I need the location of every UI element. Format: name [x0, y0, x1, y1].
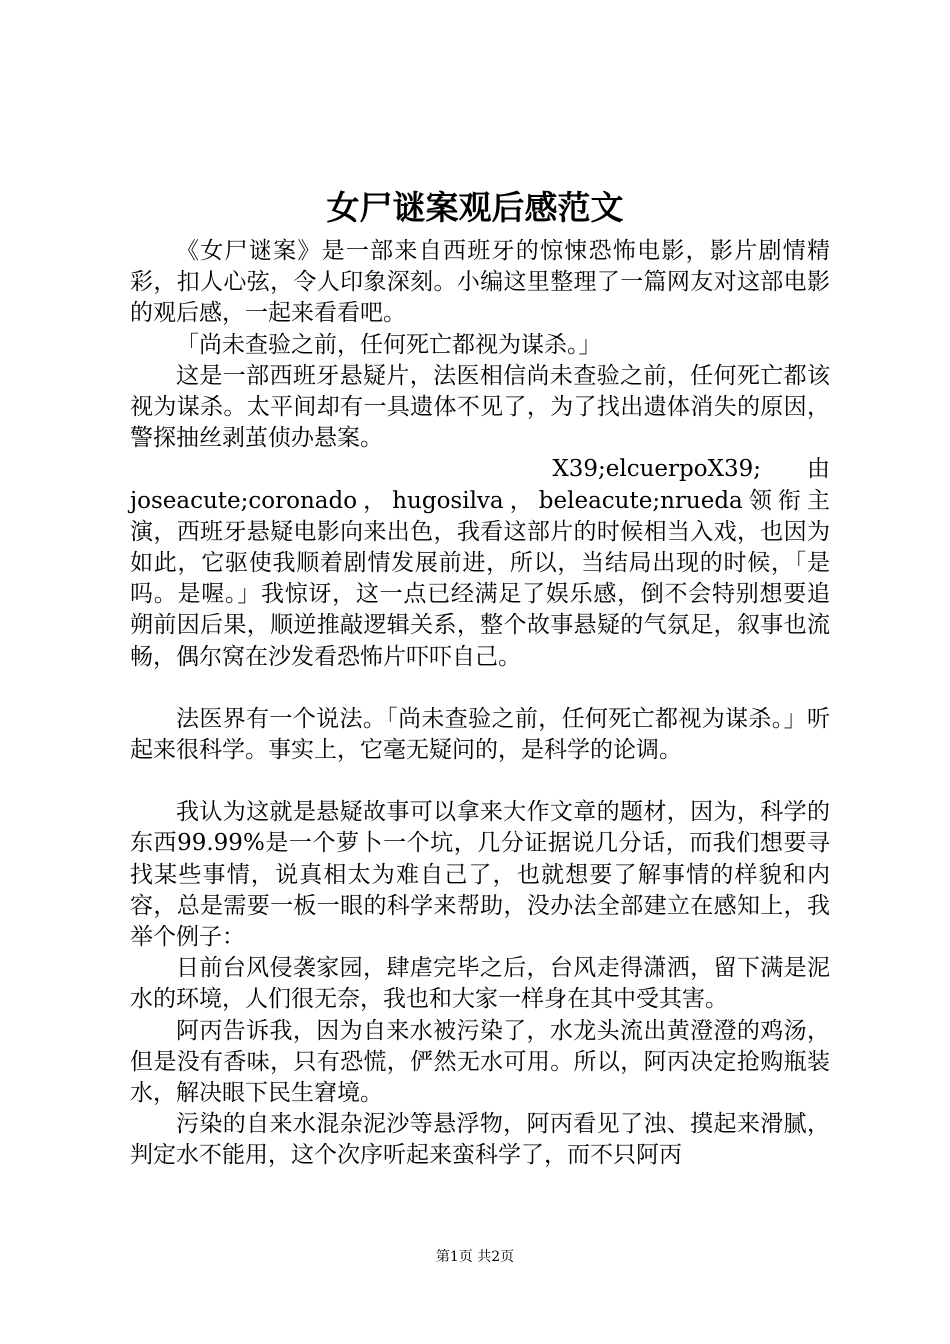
- paragraph-forensic: 法医界有一个说法。「尚未查验之前，任何死亡都视为谋杀。」听起来很科学。事实上，它毫无疑问的，是科学的论调。: [130, 705, 830, 764]
- paragraph-pollution: 污染的自来水混杂泥沙等悬浮物，阿丙看见了浊、摸起来滑腻，判定水不能用，这个次序听起来蛮科学了，而不只阿丙: [130, 1111, 830, 1169]
- paragraph-opinion: 我认为这就是悬疑故事可以拿来大作文章的题材，因为，科学的东西99.99%是一个萝卜一个坑，几分证据说几分话，而我们想要寻找某些事情，说真相太为难自己了，也就想要了解事情的样貌和内容，总是需要一板一眼的科学来帮助，没办法全部建立在感知上，我举个例子：: [130, 799, 830, 951]
- paragraph-typhoon: 日前台风侵袭家园，肆虐完毕之后，台风走得潇洒，留下满是泥水的环境，人们很无奈，我也和大家一样身在其中受其害。: [130, 955, 830, 1013]
- paragraph-synopsis: 这是一部西班牙悬疑片，法医相信尚未查验之前，任何死亡都该视为谋杀。太平间却有一具遗体不见了，为了找出遗体消失的原因，警探抽丝剥茧侦办悬案。: [130, 362, 830, 452]
- paragraph-gap: [130, 673, 830, 704]
- paragraph-gap: [130, 766, 830, 797]
- document-body: [130, 236, 830, 1172]
- paragraph-review: joseacute;coronado，hugosilva，beleacute;nrueda领衔主演，西班牙悬疑电影向来出色，我看这部片的时候相当入戏，也因为如此，它驱使我顺着剧情发展前进，所以，当结局出现的时候，「是吗。是喔。」我惊讶，这一点已经满足了娱乐感，倒不会特别想要追朔前因后果，顺逆推敲逻辑关系，整个故事悬疑的气氛足，叙事也流畅，偶尔窝在沙发看恐怖片吓吓自己。: [130, 487, 830, 670]
- paragraph-intro: 《女尸谜案》是一部来自西班牙的惊悚恐怖电影，影片剧情精彩，扣人心弦，令人印象深刻。小编这里整理了一篇网友对这部电影的观后感，一起来看看吧。: [130, 238, 830, 327]
- page-footer: 第1页 共2页: [435, 1249, 515, 1265]
- paragraph-water: 阿丙告诉我，因为自来水被污染了，水龙头流出黄澄澄的鸡汤，但是没有香味，只有恐慌，俨然无水可用。所以，阿丙决定抢购瓶装水，解决眼下民生窘境。: [130, 1017, 830, 1107]
- paragraph-quote: 「尚未查验之前，任何死亡都视为谋杀。」: [176, 331, 602, 358]
- paragraph-film-ref: X39;elcuerpoX39; 由: [552, 456, 830, 483]
- document-title: 女尸谜案观后感范文: [326, 188, 624, 227]
